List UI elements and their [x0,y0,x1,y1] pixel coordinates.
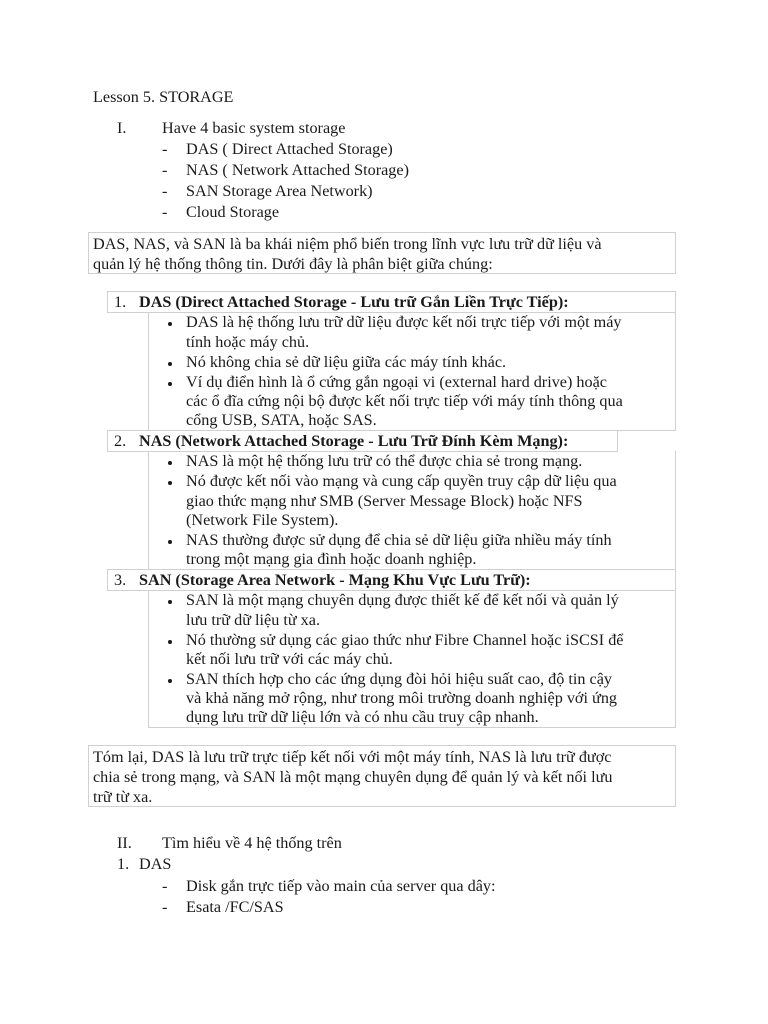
nas-number: 2. [114,432,127,450]
san-body-box [148,590,676,728]
das-number: 1. [114,293,127,311]
san-heading: SAN (Storage Area Network - Mạng Khu Vực Lưu Trữ): [139,571,531,589]
san-bullet-line: lưu trữ dữ liệu từ xa. [186,611,320,629]
intro-box [88,232,676,274]
nas-bullet-line: (Network File System). [186,511,339,529]
section2-heading: Tìm hiểu về 4 hệ thống trên [162,834,342,852]
das-bullet-line: Ví dụ điển hình là ổ cứng gắn ngoại vi (external hard drive) hoặc [186,373,607,391]
bullet-icon [168,481,172,485]
section1-numeral: I. [117,119,127,137]
bullet-icon [168,540,172,544]
das-body-box [148,312,676,431]
nas-bullet-line: Nó được kết nối vào mạng và cung cấp quyền truy cập dữ liệu qua [186,472,617,490]
nas-heading-box [107,430,618,452]
san-bullet-line: SAN thích hợp cho các ứng dụng đòi hỏi hiệu suất cao, độ tin cậy [186,670,612,688]
nas-bullet-line: trong một mạng gia đình hoặc doanh nghiệp. [186,550,477,568]
list-item: SAN Storage Area Network) [186,182,373,200]
bullet-icon [168,362,172,366]
das-heading-box [107,291,676,313]
section2-sub-heading: DAS [139,855,172,873]
das-bullet-line: cổng USB, SATA, hoặc SAS. [186,411,377,429]
list-dash: - [162,877,168,895]
san-bullet-line: kết nối lưu trữ với các máy chủ. [186,650,393,668]
intro-line: DAS, NAS, và SAN là ba khái niệm phổ biến trong lĩnh vực lưu trữ dữ liệu và [93,235,602,253]
das-heading: DAS (Direct Attached Storage - Lưu trữ Gắn Liền Trực Tiếp): [139,293,569,311]
san-bullet-line: và khả năng mở rộng, như trong môi trường doanh nghiệp với ứng [186,689,618,707]
bullet-icon [168,600,172,604]
summary-line: chia sẻ trong mạng, và SAN là một mạng chuyên dụng để quản lý và kết nối lưu [93,768,613,786]
list-item: NAS ( Network Attached Storage) [186,161,409,179]
list-dash: - [162,161,168,179]
bullet-icon [168,322,172,326]
list-item: Cloud Storage [186,203,280,221]
list-dash: - [162,182,168,200]
section2-numeral: II. [117,834,132,852]
das-bullet-line: DAS là hệ thống lưu trữ dữ liệu được kết nối trực tiếp với một máy [186,313,622,331]
das-bullet-line: tính hoặc máy chủ. [186,333,310,351]
summary-line: Tóm lại, DAS là lưu trữ trực tiếp kết nối với một máy tính, NAS là lưu trữ được [93,748,612,766]
section1-heading: Have 4 basic system storage [162,119,346,137]
list-dash: - [162,203,168,221]
das-bullet-line: các ổ đĩa cứng nội bộ được kết nối trực tiếp với máy tính thông qua [186,392,623,410]
intro-line: quản lý hệ thống thông tin. Dưới đây là phân biệt giữa chúng: [93,255,493,273]
list-dash: - [162,140,168,158]
san-bullet-line: Nó thường sử dụng các giao thức như Fibre Channel hoặc iSCSI để [186,631,624,649]
nas-body-box [148,451,676,570]
nas-bullet-line: NAS thường được sử dụng để chia sẻ dữ liệu giữa nhiều máy tính [186,531,612,549]
san-bullet-line: SAN là một mạng chuyên dụng được thiết kế để kết nối và quản lý [186,591,619,609]
bullet-icon [168,461,172,465]
list-item: Esata /FC/SAS [186,898,284,916]
document-title: Lesson 5. STORAGE [93,88,234,106]
bullet-icon [168,640,172,644]
bullet-icon [168,679,172,683]
nas-bullet-line: giao thức mạng như SMB (Server Message Block) hoặc NFS [186,492,583,510]
san-number: 3. [114,571,127,589]
list-item: DAS ( Direct Attached Storage) [186,140,393,158]
list-item: Disk gắn trực tiếp vào main của server qua dây: [186,877,496,895]
san-bullet-line: dụng lưu trữ dữ liệu lớn và có nhu cầu truy cập nhanh. [186,708,539,726]
das-bullet-line: Nó không chia sẻ dữ liệu giữa các máy tính khác. [186,353,507,371]
bullet-icon [168,382,172,386]
nas-bullet-line: NAS là một hệ thống lưu trữ có thể được chia sẻ trong mạng. [186,452,583,470]
san-heading-box [107,569,676,591]
list-dash: - [162,898,168,916]
summary-box [88,745,676,807]
summary-line: trữ từ xa. [93,788,153,806]
nas-heading: NAS (Network Attached Storage - Lưu Trữ Đính Kèm Mạng): [139,432,569,450]
section2-sub-number: 1. [117,855,130,873]
